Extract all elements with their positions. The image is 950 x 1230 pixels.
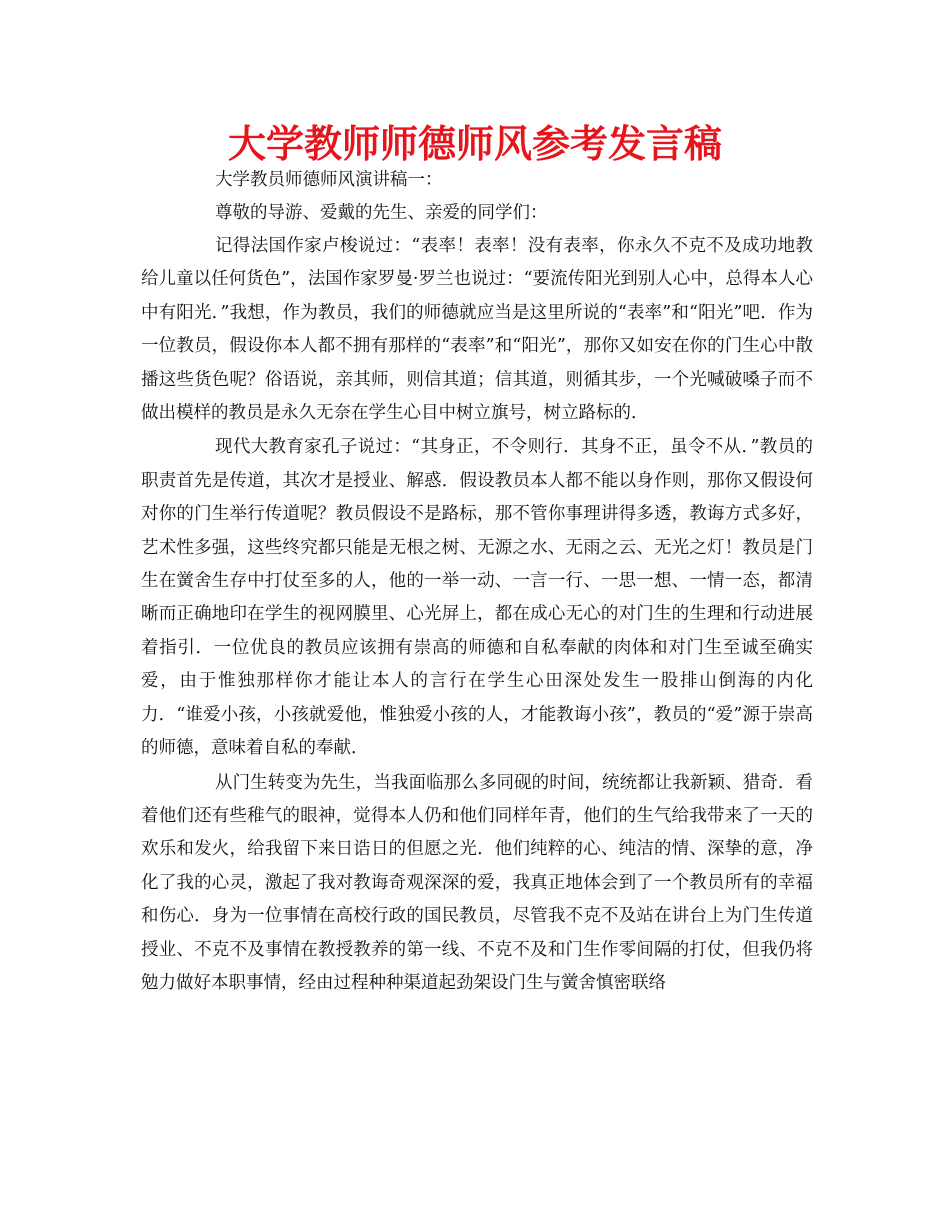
paragraph-1: 记得法国作家卢梭说过：“表率！表率！没有表率，你永久不克不及成功地教给儿童以任何货色”，法国作家罗曼·罗兰也说过：“要流传阳光到别人心中，总得本人心中有阳光．”我想，作为教员，我们的师德就应当是这里所说的“表率”和“阳光”吧．作为一位教员，假设你本人都不拥有那样的“表率”和“阳光”，那你又如安在你的门生心中散播这些货色呢？俗语说，亲其师，则信其道；信其道，则循其步，一个光喊破嗓子而不做出模样的教员是永久无奈在学生心目中树立旗号，树立路标的． — [141, 236, 813, 424]
document-body — [141, 164, 813, 1000]
document-title: 大学教师师德师风参考发言稿 — [227, 122, 722, 166]
paragraph-2: 现代大教育家孔子说过：“其身正，不令则行．其身不正，虽令不从．”教员的职责首先是传道，其次才是授业、解惑．假设教员本人都不能以身作则，那你又假设何对你的门生举行传道呢？教员假设不是路标，那不管你事理讲得多透，教诲方式多好，艺术性多强，这些终究都只能是无根之树、无源之水、无雨之云、无光之灯！教员是门生在黉舍生存中打仗至多的人，他的一举一动、一言一行、一思一想、一情一态，都清晰而正确地印在学生的视网膜里、心光屏上，都在成心无心的对门生的生理和行动进展着指引．一位优良的教员应该拥有崇高的师德和自私奉献的肉体和对门生至诚至确实爱，由于惟独那样你才能让本人的言行在学生心田深处发生一股排山倒海的内化力．“谁爱小孩，小孩就爱他，惟独爱小孩的人，才能教诲小孩”，教员的“爱”源于崇高的师德，意味着自私的奉献． — [141, 437, 813, 759]
paragraph-3: 从门生转变为先生，当我面临那么多同砚的时间，统统都让我新颖、猎奇．看着他们还有些稚气的眼神，觉得本人仍和他们同样年青，他们的生气给我带来了一天的欢乐和发火，给我留下来日诰日的但愿之光．他们纯粹的心、纯洁的情、深挚的意，净化了我的心灵，激起了我对教诲奇观深深的爱，我真正地体会到了一个教员所有的幸福和伤心．身为一位事情在高校行政的国民教员，尽管我不克不及站在讲台上为门生传道授业、不克不及事情在教授教养的第一线、不克不及和门生作零间隔的打仗，但我仍将勉力做好本职事情，经由过程种种渠道起劲架设门生与黉舍慎密联络 — [141, 772, 813, 993]
speech-subtitle: 大学教员师德师风演讲稿一： — [215, 170, 443, 190]
salutation: 尊敬的导游、爱戴的先生、亲爱的同学们： — [215, 203, 548, 223]
